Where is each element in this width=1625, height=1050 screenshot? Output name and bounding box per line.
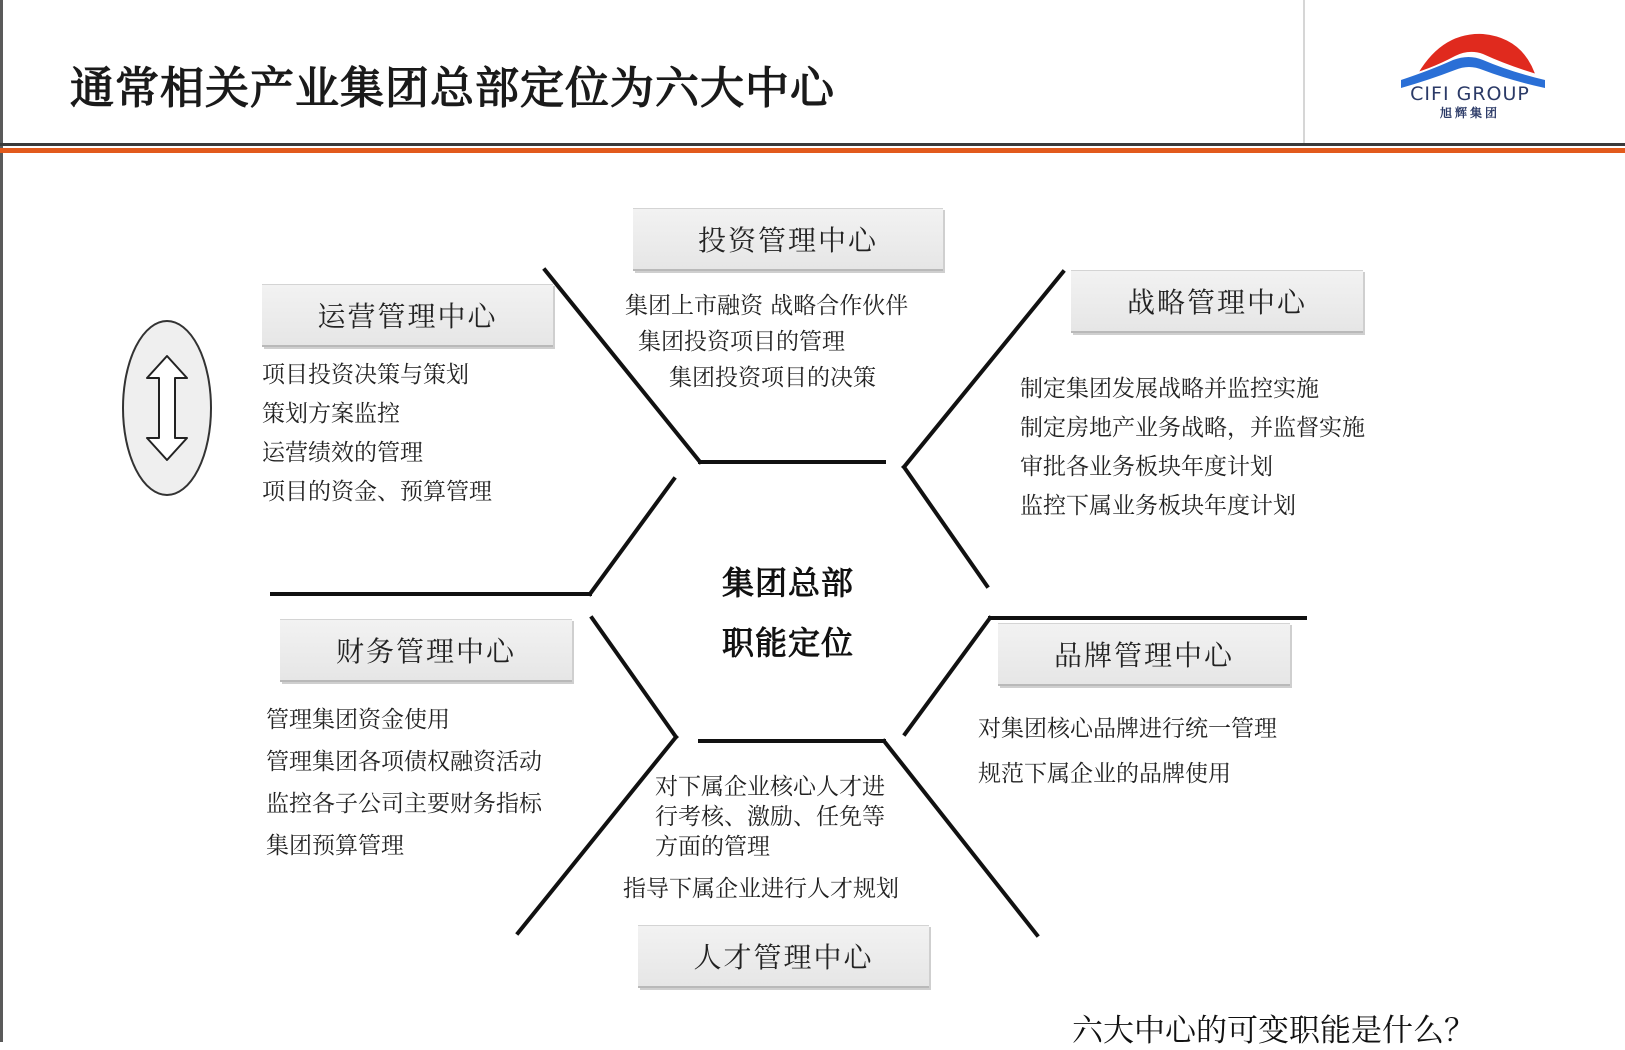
strategy-center-label: 战略管理中心	[1126, 286, 1307, 319]
talent-item: 行考核、激励、任免等	[655, 804, 885, 830]
talent-item: 对下属企业核心人才进	[655, 774, 885, 800]
strategy-item: 审批各业务板块年度计划	[1020, 454, 1273, 480]
brand-item: 对集团核心品牌进行统一管理	[978, 716, 1277, 742]
operations-item: 项目投资决策与策划	[262, 362, 469, 388]
finance-item: 管理集团资金使用	[266, 707, 450, 733]
finance-items	[266, 699, 542, 867]
strategy-items	[1020, 370, 1365, 526]
closing-question: 六大中心的可变职能是什么？	[1072, 1013, 1475, 1049]
logo-english: CIFI GROUP	[1410, 83, 1530, 105]
hub-title-line2: 职能定位	[722, 624, 855, 662]
brand-center-label: 品牌管理中心	[1053, 639, 1234, 672]
operations-items	[262, 356, 492, 512]
operations-center-label: 运营管理中心	[317, 300, 498, 333]
strategy-item: 制定集团发展战略并监控实施	[1020, 376, 1319, 402]
talent-center-label: 人才管理中心	[693, 941, 874, 974]
finance-item: 监控各子公司主要财务指标	[266, 791, 542, 817]
finance-item: 集团预算管理	[266, 833, 404, 859]
talent-center-box	[638, 925, 929, 988]
brand-item: 规范下属企业的品牌使用	[978, 761, 1231, 787]
investment-items	[625, 288, 908, 396]
investment-item: 集团上市融资 战略合作伙伴	[625, 293, 909, 319]
investment-center-label: 投资管理中心	[697, 224, 878, 257]
talent-item: 指导下属企业进行人才规划	[623, 876, 899, 902]
finance-center-label: 财务管理中心	[335, 635, 516, 668]
talent-item: 方面的管理	[655, 834, 770, 860]
operations-item: 策划方案监控	[262, 401, 400, 427]
operations-item: 项目的资金、预算管理	[262, 479, 492, 505]
investment-center-box	[633, 208, 943, 271]
line-left-hex-upper	[590, 479, 674, 594]
operations-center-box	[262, 284, 553, 347]
investment-item: 集团投资项目的管理	[638, 329, 845, 355]
brand-center-box	[998, 623, 1290, 686]
operations-item: 运营绩效的管理	[262, 440, 423, 466]
strategy-center-box	[1071, 270, 1363, 333]
talent-items	[655, 772, 885, 862]
strategy-item: 制定房地产业务战略，并监督实施	[1020, 415, 1365, 441]
finance-item: 管理集团各项债权融资活动	[266, 749, 542, 775]
line-right-hex-upper	[904, 467, 987, 586]
hub-title-line1: 集团总部	[722, 564, 855, 602]
logo-chinese: 旭辉集团	[1439, 106, 1500, 120]
finance-center-box	[280, 619, 572, 682]
investment-item: 集团投资项目的决策	[669, 365, 876, 391]
page-title: 通常相关产业集团总部定位为六大中心	[70, 63, 835, 114]
strategy-item: 监控下属业务板块年度计划	[1020, 493, 1296, 519]
brand-items	[978, 707, 1277, 797]
line-left-hex-lower	[592, 618, 676, 737]
vertical-double-arrow-icon	[120, 318, 214, 498]
